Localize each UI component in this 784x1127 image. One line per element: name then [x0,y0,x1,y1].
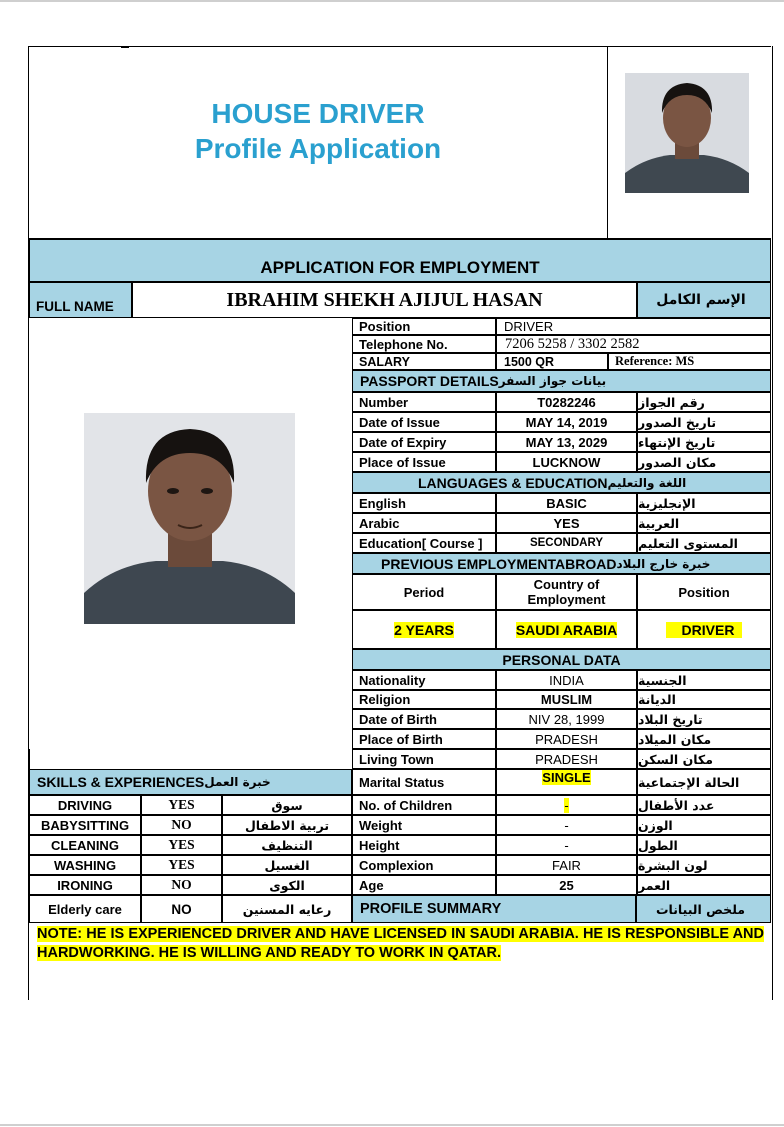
personal-row-ar: مكان الميلاد [637,729,771,749]
position-label: Position [352,318,496,335]
personal-title: PERSONAL DATA [502,651,621,668]
passport-row-value: T0282246 [496,392,637,412]
language-row-value: SECONDARY [496,533,637,553]
period-header: Period [352,574,496,610]
personal-row-label: No. of Children [352,795,496,815]
telephone-label: Telephone No. [352,335,496,353]
passport-row-value: MAY 14, 2019 [496,412,637,432]
personal-row-value: INDIA [549,672,584,688]
passport-row-ar: مكان الصدور [637,452,771,472]
application-form [28,46,773,1000]
salary-label: SALARY [352,353,496,370]
personal-row-value: NIV 28, 1999 [528,711,605,727]
prev-position-value: DRIVER [666,622,743,638]
skill-row-ar: سوق [222,795,352,815]
personal-row-ar: الجنسية [637,670,771,690]
passport-row-label: Date of Issue [352,412,496,432]
personal-row-value: - [564,837,569,853]
personal-row-label: Complexion [352,855,496,875]
personal-row-value-cell [496,690,637,709]
previous-employment-title-ar: خبرة خارج البلاد [616,556,711,571]
bottom-edge [0,1124,784,1126]
skill-row-value: NO [141,875,222,895]
language-row-label: English [352,493,496,513]
reference: Reference: MS [608,353,771,370]
skill-row-value: NO [141,815,222,835]
personal-row-value-cell [496,670,637,690]
skill-row-ar: الغسيل [222,855,352,875]
passport-section-header [352,370,771,392]
passport-row-label: Number [352,392,496,412]
skill-row-label: BABYSITTING [29,815,141,835]
languages-section-header [352,472,771,493]
profile-summary-note [37,925,764,963]
skill-row-ar: تربية الاطفال [222,815,352,835]
skill-row-label: CLEANING [29,835,141,855]
candidate-photo-small [625,73,749,193]
full-name-value: IBRAHIM SHEKH AJIJUL HASAN [132,282,637,318]
personal-row-value: PRADESH [535,731,598,747]
passport-row-value: MAY 13, 2029 [496,432,637,452]
personal-row-label: Date of Birth [352,709,496,729]
personal-row-ar: لون البشرة [637,855,771,875]
personal-row-label: Height [352,835,496,855]
personal-row-ar: العمر [637,875,771,895]
personal-row-label: Religion [352,690,496,709]
passport-row-label: Date of Expiry [352,432,496,452]
skill-row-value: NO [141,895,222,923]
skill-row-label: Elderly care [29,895,141,923]
skill-row-ar: التنظيف [222,835,352,855]
personal-row-value-cell [496,835,637,855]
personal-row-ar: مكان السكن [637,749,771,769]
passport-row-label: Place of Issue [352,452,496,472]
personal-row-ar: الديانة [637,690,771,709]
personal-row-value-cell [496,875,637,895]
personal-row-value: 25 [559,877,574,893]
personal-row-value-cell [496,855,637,875]
skills-title: SKILLS & EXPERIENCES [37,774,205,790]
corner-mark [121,46,129,48]
passport-title-ar: بيانات جواز السفر [498,374,607,388]
language-row-value: YES [496,513,637,533]
personal-row-ar: تاريخ البلاد [637,709,771,729]
skills-title-ar: خبرة العمل [204,775,271,789]
skill-row-value: YES [141,855,222,875]
language-row-ar: الإنجليزية [637,493,771,513]
personal-section-header [352,649,771,670]
profile-summary-title-ar: ملخص البيانات [636,895,771,923]
position-header: Position [637,574,771,610]
top-edge [0,0,784,2]
personal-row-label: Place of Birth [352,729,496,749]
personal-row-value-cell [496,795,637,815]
personal-row-value: MUSLIM [540,692,593,707]
previous-employment-title: PREVIOUS EMPLOYMENTABROAD [381,555,617,572]
personal-row-ar: الطول [637,835,771,855]
personal-row-value-cell [496,729,637,749]
note-text: NOTE: HE IS EXPERIENCED DRIVER AND HAVE LICENSED IN SAUDI ARABIA. HE IS RESPONSIBLE AND HARDWORKING. HE IS WILLING AND READY TO WORK IN QATAR. [37,926,764,961]
personal-row-label: Age [352,875,496,895]
skill-row-label: DRIVING [29,795,141,815]
personal-row-value-cell [496,769,637,795]
profile-summary-header [352,895,636,923]
left-margin-line [29,749,30,769]
telephone-value: 7206 5258 / 3302 2582 [496,335,771,353]
salary-value: 1500 QR [496,353,608,370]
languages-title-ar: اللغة والتعليم [607,475,687,490]
language-row-value: BASIC [496,493,637,513]
personal-row-label: Marital Status [352,769,496,795]
application-title-bar [29,239,771,282]
personal-row-value-cell [496,749,637,769]
personal-row-value-cell [496,815,637,835]
personal-row-value: FAIR [552,857,581,873]
language-row-label: Education[ Course ] [352,533,496,553]
skills-section-header [29,769,352,795]
passport-row-ar: رقم الجواز [637,392,771,412]
language-row-ar: المستوى التعليم [637,533,771,553]
page-title: HOUSE DRIVER [211,98,425,129]
country-value: SAUDI ARABIA [515,621,618,638]
skill-row-ar: رعايه المسنين [222,895,352,923]
personal-row-ar: الوزن [637,815,771,835]
personal-row-value: - [564,797,569,813]
full-name-label-ar: الإسم الكامل [637,282,771,318]
profile-summary-title: PROFILE SUMMARY [360,901,502,917]
position-value: DRIVER [496,318,771,335]
personal-row-label: Nationality [352,670,496,690]
period-value: 2 YEARS [394,621,454,638]
passport-title: PASSPORT DETAILS [360,373,499,389]
page-subtitle: Profile Application [194,133,442,164]
personal-row-ar: الحالة الإجتماعية [637,769,771,795]
personal-row-value: PRADESH [535,751,598,767]
full-name-label: FULL NAME [29,282,132,318]
passport-row-value: LUCKNOW [496,452,637,472]
personal-row-label: Living Town [352,749,496,769]
personal-row-ar: عدد الأطفال [637,795,771,815]
prev-position-cell [637,610,771,649]
personal-row-label: Weight [352,815,496,835]
language-row-label: Arabic [352,513,496,533]
skill-row-label: WASHING [29,855,141,875]
country-cell [496,610,637,649]
language-row-ar: العربية [637,513,771,533]
passport-row-ar: تاريخ الإنتهاء [637,432,771,452]
skill-row-ar: الكوى [222,875,352,895]
skill-row-label: IRONING [29,875,141,895]
previous-employment-section-header [352,553,771,574]
personal-row-value-cell [496,709,637,729]
country-header: Country of Employment [496,574,637,610]
skill-row-value: YES [141,795,222,815]
passport-row-ar: تاريخ الصدور [637,412,771,432]
languages-title: LANGUAGES & EDUCATION [418,474,608,491]
application-title: APPLICATION FOR EMPLOYMENT [260,258,540,277]
personal-row-value: SINGLE [542,770,591,785]
personal-row-value: - [564,817,569,833]
skill-row-value: YES [141,835,222,855]
period-cell [352,610,496,649]
candidate-photo-large [84,413,295,624]
